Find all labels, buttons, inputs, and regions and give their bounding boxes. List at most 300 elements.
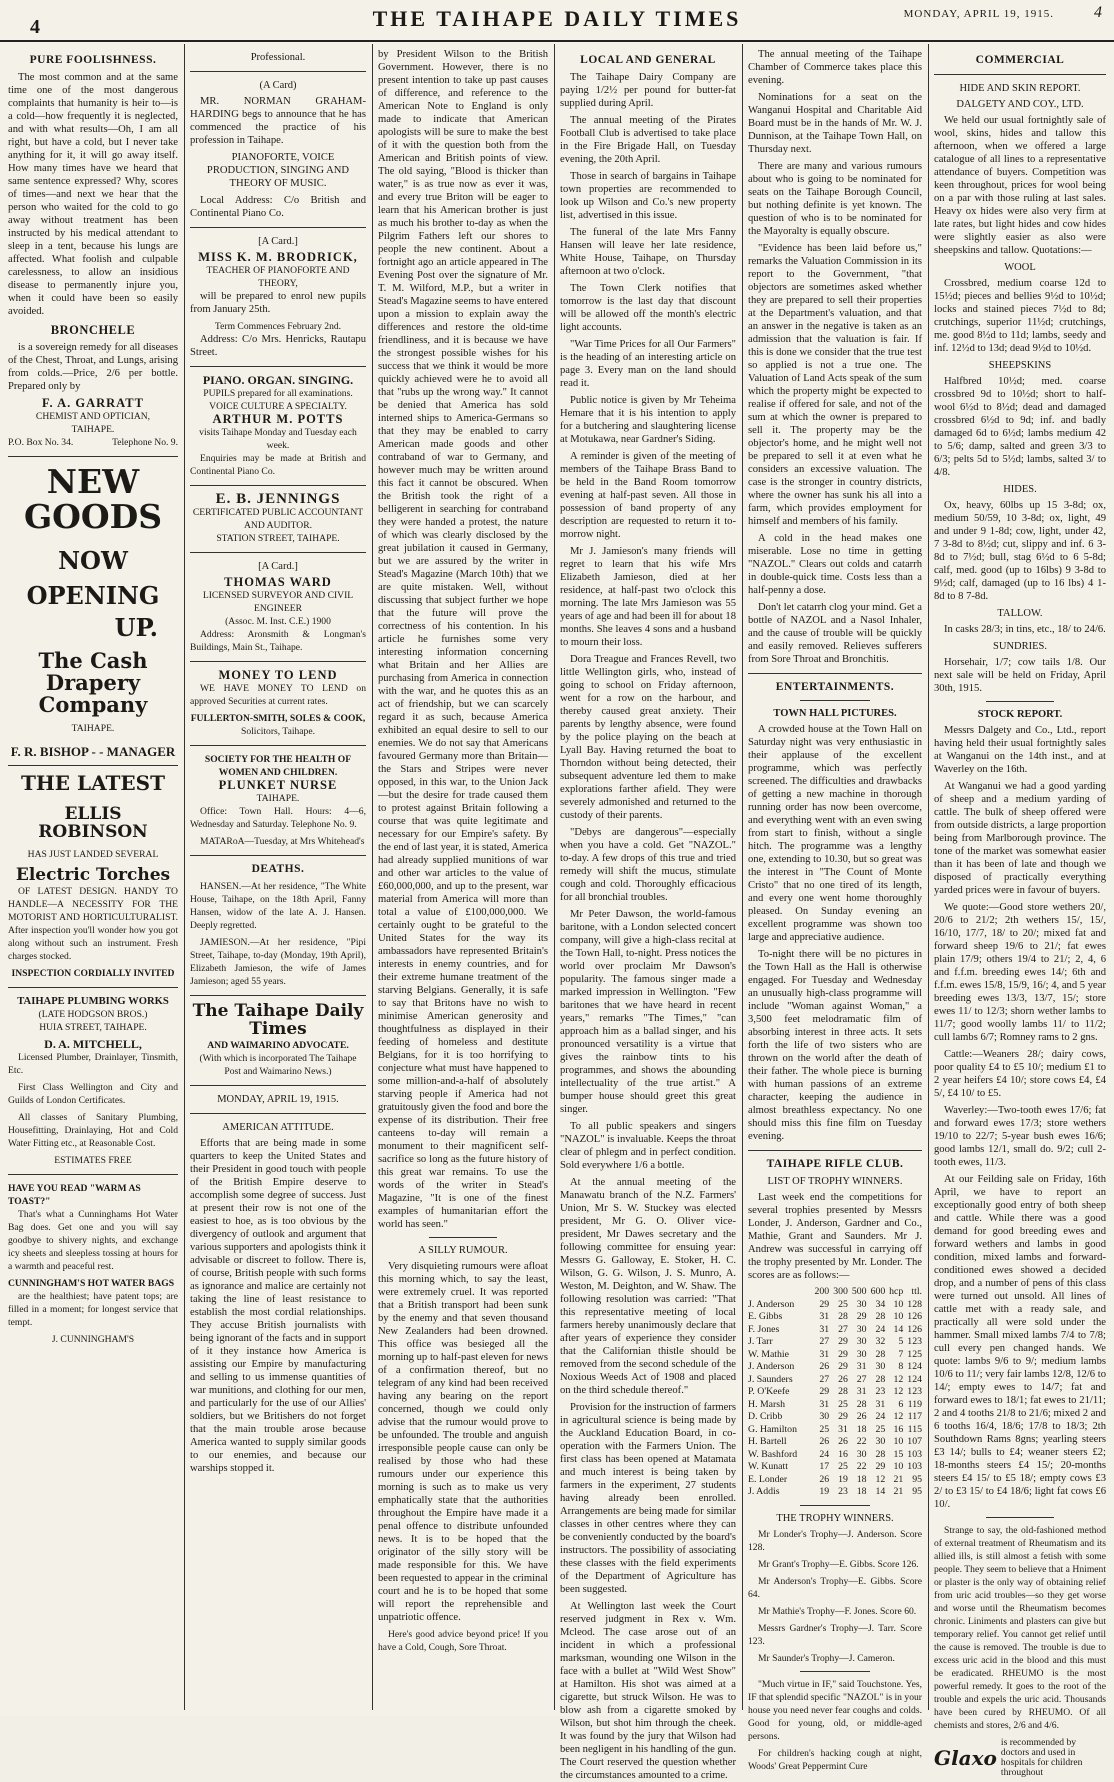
score-cell: 103 [907, 1461, 922, 1472]
table-row [748, 1424, 922, 1437]
new-goods-headline: NEW GOODS [23, 462, 163, 536]
divider [190, 552, 366, 553]
sundries-text: Horsehair, 1/7; cow tails 1/8. Our next sale will be held on Friday, April 30th, 1915. [934, 657, 1106, 694]
score-cell: 27 [856, 1373, 867, 1385]
score-cell: 31 [856, 1386, 867, 1397]
score-cell: P. O'Keefe [748, 1386, 790, 1397]
stock-paragraph: Cattle:—Weaners 28/; dairy cows, poor quality £4 to £5 10/; medium £1 to 2 year heifers £4 10/; store cows £4, £4 5/, £4 10/ to £5. [934, 1049, 1106, 1099]
table-row [748, 1474, 922, 1487]
score-header-cell: ttl. [911, 1286, 922, 1297]
score-cell: 117 [907, 1411, 922, 1422]
score-cell: 29 [875, 1461, 886, 1472]
local-news-item: "War Time Prices for all Our Farmers" is the heading of an interesting article on page 3. Every man on the land should read it. [560, 339, 736, 389]
ward-label: [A Card.] [258, 561, 298, 572]
score-cell: W. Kunatt [748, 1461, 788, 1472]
score-cell: 19 [819, 1486, 830, 1497]
score-cell: E. Gibbs [748, 1311, 783, 1322]
score-cell: 6 [898, 1398, 904, 1410]
stock-paragraph: We quote:—Good store wethers 20/, 20/6 to 21/2; 2th wethers 15/, 15/, 16/10, 17/7, 18/ to 20/; mixed fat and forward sheep 19/6 to 21/; fat ewes plain 17/9; others 19/4 to 21/; 2, 4, 6 and f.f.m. breeding ewes 14/; 6th and f.f.m. ewes 15/8, 15/9, 16/; 4, and 5 year breeding ewes 13/3, 13/7, 15/; store ewes 11/ to 12/3; shorn wether lambs to 11/7; good woolly lambs 11/ to 11/2; cull lambs 6/7; Romney rams to 2 gns. [934, 902, 1106, 1043]
column-rule [742, 44, 743, 1710]
divider [190, 366, 366, 367]
editorial-heading: AMERICAN ATTITUDE. [222, 1121, 334, 1133]
score-cell: 30 [856, 1298, 867, 1310]
score-cell: 29 [838, 1361, 848, 1372]
tallow-text: In casks 28/3; in tins, etc., 18/ to 24/6. [944, 624, 1106, 635]
plumbing-street: HUIA STREET, TAIHAPE. [39, 1021, 147, 1033]
rumour-heading: A SILLY RUMOUR. [418, 1245, 508, 1256]
potts-subjects: PIANO. ORGAN. SINGING. [202, 373, 354, 387]
winner-item: Mr Saunder's Trophy—J. Cameron. [758, 1652, 895, 1664]
score-cell: 31 [819, 1311, 830, 1322]
divider [429, 1237, 497, 1238]
potts-exams: PUPILS prepared for all examinations. [203, 388, 353, 399]
score-cell: 12 [875, 1473, 886, 1485]
cold-advice: Here's good advice beyond price! If you have a Cold, Cough, Sore Throat. [378, 1629, 548, 1653]
professional-heading: Professional. [250, 52, 306, 63]
local-news-item: Mr J. Jamieson's many friends will regret to learn that his wife Mrs Elizabeth Jamieson, died at her residence, at half-past two o'clock this morning. The late Mrs Jamieson was 55 years of age and had been ill for about 18 months. She leaves 4 sons and a husband to mourn their loss. [560, 546, 736, 648]
foolishness-text: The most common and at the same time one of the most dangerous complaints that humanity is heir to—is a cold—how frequently it is neglected, and with what results—Oh, I am all right, but have a cold, but I never take anything for it, it will go away itself. How many times have we heard that same sentence expressed? Why, scores of times—and next we hear that the person who waited for the cold to go away without treatment has been instructed by his medical attendant to sleep in a tent, because his lungs are affected. What foolish and culpable carelessness, to allow an insidious disease to permanently injure you, when it could have been so easily avoided. [8, 72, 178, 317]
score-cell: 128 [907, 1298, 922, 1310]
score-cell: 119 [907, 1398, 922, 1410]
score-cell: 19 [838, 1473, 848, 1485]
stock-paragraph: At Wanganui we had a good yarding of sheep and a medium yarding of cattle. The bulk of sheep offered were from outside districts, a large proportion being from Marlborough province. The tone of the market was somewhat easier than it has been of late and though we disposed of practically everything yarded prices were in favour of buyers. [934, 781, 1106, 896]
newspaper-title: THE TAIHAPE DAILY TIMES [372, 6, 742, 31]
score-cell: 14 [893, 1323, 904, 1335]
winner-item: Mr Grant's Trophy—E. Gibbs. Score 126. [758, 1558, 919, 1570]
score-cell: 15 [893, 1448, 904, 1460]
score-cell: J. Tarr [748, 1336, 773, 1347]
opening-headline: OPENING [26, 581, 160, 611]
deaths-heading: DEATHS. [251, 863, 305, 875]
money-text: WE HAVE MONEY TO LEND on approved Securities at current rates. [190, 683, 366, 707]
table-row [748, 1386, 922, 1399]
winner-item: Messrs Gardner's Trophy—J. Tarr. Score 123. [748, 1622, 922, 1647]
local-news-item: At the annual meeting of the Manawatu branch of the N.Z. Farmers' Union, Mr S. W. Stuckey was elected president, Mr G. O. Oliver vice-president, Mr Dawes secretary and the following committee for ensuing year: Messrs G. Galloway, E. Stoker, H. C. Wilson, G. G. Wilson, J. S. Munro, A. Weston, M. Deighton, and W. Shaw. The following resolution was carried: "That this representative meeting of local farmers hereby unanimously declare that after years of experience they consider that the Californian thistle should be removed from the second schedule of the Noxious Weeds Act of 1908 and placed on the third schedule thereof." [560, 1177, 736, 1396]
score-cell: J. Anderson [748, 1298, 795, 1310]
bronchele-text: is a sovereign remedy for all diseases of the Chest, Throat, and Lungs, arising from colds.—Price, 2/6 per bottle. Prepared only by [8, 342, 178, 392]
card2-term: Term Commences February 2nd. [214, 321, 342, 332]
score-cell: J. Anderson [748, 1361, 795, 1372]
paper-title: The Taihape Daily Times [192, 1001, 364, 1039]
scores-body [748, 1299, 922, 1499]
up-headline: UP. [114, 612, 158, 642]
divider [190, 1113, 366, 1114]
local-items [560, 71, 736, 1782]
column-3 [378, 48, 548, 1708]
score-cell: 23 [838, 1486, 848, 1497]
winner-item: Mr Mathie's Trophy—F. Jones. Score 60. [758, 1605, 917, 1617]
card2-role: TEACHER OF PIANOFORTE AND THEORY, [206, 265, 350, 289]
table-row [748, 1449, 922, 1462]
warm-heading: HAVE YOU READ "WARM AS TOAST?" [8, 1182, 141, 1207]
score-cell: 30 [856, 1448, 867, 1460]
score-cell: 21 [893, 1486, 904, 1497]
divider [190, 485, 366, 486]
score-cell: 21 [893, 1473, 904, 1485]
ward-address: Address: Aronsmith & Longman's Buildings, Main St., Taihape. [190, 629, 366, 653]
warm-text: That's what a Cunninghams Hot Water Bag does. Get one and you will say goodbye to shivery nights, and exchange icy sheets and sleepless tossing at hours for a warmth and peaceful rest. [8, 1208, 178, 1272]
score-cell: 30 [856, 1348, 867, 1360]
table-row [748, 1349, 922, 1362]
score-cell: 115 [907, 1423, 922, 1435]
score-cell: 31 [875, 1398, 886, 1410]
tonight-text: To-night there will be no pictures in the Town Hall as the Hall is otherwise engaged. For Tuesday and Wednesday an unusually high-class programme will include "Woman against Woman," a 3,500 feet melodramatic film of absorbing interest in three acts. It sets forth the life of two sisters who are thrown on the world after the death of their father. The whole piece is burning with human passions of an extreme character, keeping the audience in almost breathless expectancy. No one should miss this fine film on Tuesday evening. [748, 949, 922, 1142]
hides-text: Ox, heavy, 60lbs up 15 3-8d; ox, medium 50/59, 10 3-8d; ox, light, 49 and under 9 1-8d; cow, light, under 42, 7 3-8d to 8½d; cut, slippy and inf. 6 3-8d to 7½d; bull, stag 6½d to 6 5-8d; calf, med. good (up to 16lbs) 9 3-8d to 9½d; calf, damaged (up to 16 lbs) 4 1-8d to 8 7-8d. [934, 500, 1106, 602]
score-cell: 16 [893, 1423, 904, 1435]
score-cell: 95 [912, 1473, 922, 1485]
rifle-subheading: LIST OF TROPHY WINNERS. [767, 1176, 903, 1187]
table-row [748, 1411, 922, 1424]
touchstone-text: "Much virtue in IF," said Touchstone. Yes, IF that splendid specific "NAZOL" is in your house you need never fear coughs and colds. Good for young, old, or middle-aged persons. [748, 1678, 922, 1742]
sundries-heading: SUNDRIES. [993, 641, 1047, 652]
score-cell: 31 [819, 1398, 830, 1410]
townhall-heading: TOWN HALL PICTURES. [773, 708, 897, 719]
table-row [748, 1461, 922, 1474]
score-cell: 18 [856, 1423, 867, 1435]
score-cell: 10 [893, 1436, 904, 1447]
score-cell: 29 [838, 1411, 848, 1422]
score-cell: 30 [875, 1361, 886, 1372]
local-news-item: The funeral of the late Mrs Fanny Hansen will leave her late residence, White House, Taihape, on Thursday afternoon at two o'clock. [560, 227, 736, 277]
score-cell: D. Cribb [748, 1411, 783, 1422]
local-news-item: Mr Peter Dawson, the world-famous baritone, with a London selected concert company, will give a high-class recital at the Town Hall, to-night. Press notices the world over proclaim Mr Dawson's popularity. The famous singer made a marked impression in Wellington. "Few baritones that we have heard in recent years," remarks "The Times," "can approach him as a ballad singer, and his pronounced versatility is a virtue that gives the rainbow tints to his programmes, and shows the abounding intellectuality of the true artist." A bumper house should greet this great singer. [560, 909, 736, 1115]
score-cell: 31 [819, 1323, 830, 1335]
card2-address: Address: C/o Mrs. Henricks, Rautapu Street. [190, 334, 366, 358]
score-cell: 10 [893, 1461, 904, 1472]
score-cell: 26 [819, 1361, 830, 1372]
plumbing-heading: TAIHAPE PLUMBING WORKS [17, 995, 169, 1007]
catarrh-text: Don't let catarrh clog your mind. Get a bottle of NAZOL and a Nasol Inhaler, and the cause of trouble will be quickly and easily removed. Relieves sufferers from Sore Throat and Bronchitis. [748, 602, 922, 665]
firm-role: Solicitors, Taihape. [240, 726, 316, 737]
local-news-item: The Town Clerk notifies that tomorrow is the last day that discount will be allowed off the month's electric light accounts. [560, 283, 736, 333]
score-cell: 24 [875, 1411, 886, 1422]
winners-heading: THE TROPHY WINNERS. [776, 1512, 894, 1524]
ellis-robinson: ELLIS ROBINSON [38, 803, 148, 842]
stock-paragraph: Messrs Dalgety and Co., Ltd., report having held their usual fortnightly sales at Wanganui on the 14th inst., and at Waverley on the 16th. [934, 725, 1106, 775]
score-cell: 26 [856, 1411, 867, 1422]
card2-name: MISS K. M. BRODRICK, [198, 250, 358, 264]
local-news-item: "Debys are dangerous"—especially when you have a cold. Get "NAZOL." to-day. A few drops of this true and tried remedy will shift the mucus, stimulate cough and cold. Thoroughly efficacious for all bronchial troubles. [560, 827, 736, 903]
score-cell: 32 [875, 1336, 886, 1347]
cunningham-text: are the healthiest; have patent tops; are filled in a moment; for longest service that tempt. [8, 1290, 178, 1328]
torches-headline: Electric Torches [15, 864, 171, 885]
score-cell: 28 [875, 1373, 886, 1385]
score-cell: 30 [819, 1411, 830, 1422]
score-cell: 29 [856, 1311, 867, 1322]
score-cell: 25 [838, 1398, 848, 1410]
rifle-text: Last week end the competitions for several trophies presented by Messrs Londer, J. Anderson, Gardner and Co., Mathie, Grant and Saunders. Mr J. Andrew was successful in carrying off the trophy presented by Mr. Londer. The scores are as follows:— [748, 1192, 922, 1281]
column-rule [554, 44, 555, 1710]
divider [986, 701, 1055, 702]
divider [190, 995, 366, 996]
money-heading: MONEY TO LEND [218, 668, 338, 682]
score-cell: 124 [907, 1373, 922, 1385]
local-news-item: A reminder is given of the meeting of members of the Taihape Brass Band to be held in the Band Room tomorrow evening at half-past seven. All those in possession of band property of any description are requested to return it to-morrow night. [560, 451, 736, 540]
rumours-text: There are many and various rumours about who is going to be nominated for seats on the Taihape Borough Council, but nothing definite is yet known. The question of who is to be nominated for the Mayoralty is equally obscure. [748, 161, 922, 237]
firm-heading: DALGETY AND COY., LTD. [956, 99, 1084, 110]
score-cell: 126 [907, 1311, 922, 1322]
divider [190, 661, 366, 662]
column-4 [560, 48, 736, 1781]
divider [190, 745, 366, 746]
score-cell: 10 [893, 1311, 904, 1322]
divider [748, 673, 922, 674]
score-cell: 12 [893, 1373, 904, 1385]
inspection-line: INSPECTION CORDIALLY INVITED [11, 967, 175, 979]
sheepskins-heading: SHEEPSKINS [988, 360, 1052, 371]
hides-heading: HIDES. [1003, 484, 1037, 495]
ward-assoc: (Assoc. M. Inst. C.E.) 1900 [225, 616, 331, 627]
column-rule [372, 44, 373, 1710]
death-notice: JAMIESON.—At her residence, "Pipi Street, Taihape, to-day (Monday, 19th April), Elizabeth Jamieson, the wife of James Jamieson; aged 55 years. [190, 937, 366, 987]
company-town: TAIHAPE. [71, 722, 115, 734]
score-cell: 26 [838, 1373, 848, 1385]
commercial-intro: We held our usual fortnightly sale of wool, skins, hides and tallow this afternoon, when we offered a large catalogue of all lines to a representative attendance of buyers. Competition was keen throughout, prices for wool being on a par with those ruling at last sales. Heavy ox hides were also very firm at late rates, but light hides and cow hides were slightly easier as also were sheepskins and tallow. Quotations:— [934, 115, 1106, 256]
score-cell: J. Saunders [748, 1373, 793, 1385]
scores-header-row [748, 1286, 922, 1299]
score-cell: 5 [898, 1336, 904, 1347]
guild-text: First Class Wellington and City and Guilds of London Certificates. [8, 1081, 178, 1106]
winners-list [748, 1528, 922, 1665]
glaxo-ad [934, 1738, 1106, 1778]
score-cell: 22 [856, 1436, 867, 1447]
sheepskins-text: Halfbred 10½d; med. coarse crossbred 9d to 10½d; short to half-wool 6½d to 8½d; dead and damaged crossbred 6½d to 9d; inf. and badly damaged 6d to 6½d; lambs medium 42 to 5/6; damp, salted and green 3/3 to 6/3; pelts 5d to 5½d; lambs, salted 3/ to 4/8. [934, 376, 1106, 478]
divider [8, 987, 178, 988]
score-cell: 31 [819, 1348, 830, 1360]
score-cell: 25 [838, 1461, 848, 1472]
score-cell: 26 [819, 1436, 830, 1447]
local-news-item: The annual meeting of the Pirates Football Club is advertised to take place in the Fire Brigade Hall, on Tuesday evening, the 20th April. [560, 115, 736, 165]
chamber-text: The annual meeting of the Taihape Chamber of Commerce takes place this evening. [748, 49, 922, 86]
score-header-cell: 200 [814, 1286, 830, 1297]
score-header-cell: 500 [851, 1286, 867, 1297]
masthead-date: MONDAY, APRIL 19, 1915. [903, 8, 1054, 20]
score-cell: J. Addis [748, 1486, 780, 1497]
score-cell: 26 [819, 1473, 830, 1485]
stock-paragraphs [934, 724, 1106, 1511]
divider [8, 1174, 178, 1175]
score-cell: F. Jones [748, 1323, 780, 1335]
wool-text: Crossbred, medium coarse 12d to 15½d; pieces and bellies 9½d to 10½d; locks and stained pieces 7½d to 8d; crutchings, superior 11½d; crutchings, me. good 8½d to 11d; lambs, seedy and inf. 12½d to 13d; dead 9½d to 10½d. [934, 278, 1106, 354]
score-cell: 30 [856, 1336, 867, 1347]
score-cell: 8 [898, 1361, 904, 1372]
editorial-continued: by President Wilson to the British Government. However, there is no present intention to take up past causes of difference, and reference to the American Note to England is only made to indicate that American apologists will be sure to make the best of it with the question both from the American and British points of view. The old saying, "Blood is thicker than water," is as true now as ever it was, and every true Briton will be eager to learn that his American brother is just as much his brother to-day as when the Pilgrim Fathers left our shores to people the new continent. About a fortnight ago an article appeared in The Evening Post over the signature of Mr. T. M. Wilford, M.P., but a writer in Stead's Magazine seems to have entered upon a mission to explain away the differences and restore the old-time friendliness, and it is because we have the strongest possible wishes for his success that we think it would be more quickly achieved were he to avoid all that "rubs up the wrong way." It cannot be denied that America has sold interned ships to America-Germans so that they may be enabled to carry American made goods and other contraband of war to Germany, and however much may be written around this fact it cannot be obscured. When the British took the right of a belligerent in searching for contraband they were handed a protest, the nature of which was clearly disclosed by the great jubilation it caused in Germany, but we are assured by the writer in Stead's Magazine (March 10th) that we are quite mistaken. Well, without discussing that subject further we hope that the future will prove the correctness of his contention. In his article he furnishes some very interesting information concerning what Britain and her Allies are purchasing from America in connection with the war, and he quotes this as an act of friendship, but we can scarcely regard it as such, because America exhibited an equal desire to sell to our enemies. We do not say that Americans favoured Germany more than Britain—the Stars and Stripes were never opposed, in this war, to the Union Jack—but the desire for trade caused them to protest against Britain following a course that was quite legitimate and necessary for our Empire's safety. By the end of last year, it is stated, America had already supplied munitions of war and other war articles to the value of £60,000,000, and up to the present, war material from America will more than total a value of £100,000,000. We certainly ought to be grateful to the United States for the way its ambassadors have represented Britain's interests in enemy countries, and for their extreme humane treatment of the starving Belgians. Generally, it is safe to say that Britons have no wish to minimise American generosity and thoughtfulness as displayed in their feeding of homeless and destitute Belgians, for it is too horrifying to conjecture what must have happened to some million-and-a-half of absolutely starving people if America had not gratuitously given the food and bore the expense of its distribution. Their free canteens to-day will remain a monument to their magnificent self-sacrifice so long as the future history of this great war remains. To use the words of the writer in Stead's Magazine, "It is one of the finest examples of humanitarian effort the world has seen." [378, 49, 548, 1230]
divider [986, 1517, 1055, 1518]
score-cell: 123 [907, 1386, 922, 1397]
mitchell-name: D. A. MITCHELL, [44, 1036, 142, 1051]
table-row [748, 1399, 922, 1412]
score-cell: 28 [875, 1448, 886, 1460]
rifle-heading: TAIHAPE RIFLE CLUB. [766, 1158, 904, 1170]
issue-date: MONDAY, APRIL 19, 1915. [217, 1093, 339, 1105]
jennings-address: STATION STREET, TAIHAPE. [216, 533, 340, 544]
score-cell: 12 [893, 1411, 904, 1422]
score-cell: 18 [856, 1486, 867, 1497]
jennings-role: CERTIFICATED PUBLIC ACCOUNTANT AND AUDITOR. [192, 507, 364, 531]
divider [800, 1505, 870, 1506]
local-news-item: The Taihape Dairy Company are paying 1/2½ per pound for butter-fat supplied during April. [560, 72, 736, 109]
score-cell: 29 [838, 1348, 848, 1360]
score-cell: 103 [907, 1448, 922, 1460]
score-cell: 27 [819, 1336, 830, 1347]
score-cell: 29 [819, 1386, 830, 1397]
townhall-text: A crowded house at the Town Hall on Saturday night was very enthusiastic in their applause of the excellent programme, which was perfectly screened. The difficulties and drawbacks of getting a new machine in thorough running order has now been overcome, and everything went with an even swing from start to finish, without a single hitch. The programme was a lengthy one, extending to 10.30, but so great was the interest in "The Count of Monte Cristo" that no one tired of its length, and every one went home thoroughly pleased. On Sunday evening an excellent programme was shown too large and appreciative audience. [748, 724, 922, 943]
divider [8, 456, 178, 457]
column-rule [184, 44, 185, 1710]
score-cell: 26 [838, 1436, 848, 1447]
score-cell: 29 [819, 1298, 830, 1310]
table-row [748, 1311, 922, 1324]
jennings-name: E. B. JENNINGS [215, 491, 341, 507]
score-cell: 28 [856, 1398, 867, 1410]
score-cell: 24 [819, 1448, 830, 1460]
card2-text: will be prepared to enrol new pupils from January 25th. [190, 291, 366, 315]
card2-label: [A Card.] [258, 236, 298, 247]
column-rule [928, 44, 929, 1710]
ward-name: THOMAS WARD [224, 575, 332, 589]
nurse-town: TAIHAPE. [256, 793, 300, 804]
score-cell: 16 [838, 1448, 848, 1460]
table-row [748, 1336, 922, 1349]
score-cell: 23 [875, 1386, 886, 1397]
score-cell: W. Mathie [748, 1348, 789, 1360]
score-cell: 18 [856, 1473, 867, 1485]
glaxo-note: is recommended by doctors and used in hospitals for children throughout [1000, 1737, 1083, 1778]
local-news-item: Provision for the instruction of farmers in agricultural science is being made by the Auckland Education Board, in co-operation with the Farmers Union. The first class has been opened at Matamata and much interest is being taken by farmers in the experiment, 27 students having already been enrolled. Arrangements are being made for similar classes in other centres where they can be conveniently conducted by the board's instructors. The possibility of associating these classes with the field experiments of the Department of Agriculture has been suggested. [560, 1402, 736, 1595]
score-cell: 14 [875, 1486, 886, 1497]
cunningham-heading: CUNNINGHAM'S HOT WATER BAGS [8, 1277, 175, 1289]
manager-line: F. R. BISHOP - - MANAGER [10, 743, 176, 759]
table-row [748, 1324, 922, 1337]
local-news-item: Public notice is given by Mr Teheima Hemare that it is his intention to apply for a butchering and slaughtering license at Motukawa, near Gardner's Siding. [560, 395, 736, 445]
score-cell: 29 [838, 1336, 848, 1347]
score-cell: 17 [819, 1461, 830, 1472]
score-cell: 25 [819, 1423, 830, 1435]
score-cell: 30 [875, 1436, 886, 1447]
score-cell: 95 [912, 1486, 922, 1497]
card1-services: PIANOFORTE, VOICE PRODUCTION, SINGING AND THEORY OF MUSIC. [206, 152, 350, 189]
card1-label: (A Card) [259, 80, 297, 91]
score-cell: 28 [838, 1311, 848, 1322]
rheumatism-text: Strange to say, the old-fashioned method of external treatment of Rheumatism and its allied ills, is still almost a fetish with some people. They seem to believe that a Hniment or plaster is the only way of obtaining relief from uric acid troubles—so they get worse and worse until the Rheumatism becomes chronic. Liniments and plasters can give but temporary relief. You cannot get relief until the cause is removed. The trouble is due to excess uric acid in the blood and this must be eradicated. RHEUMO is the most powerful remedy. It goes to the root of the trouble and expels the uric acid. Thousands have been cured by RHEUMO. Of all chemists and stores, 2/6 and 4/6. [934, 1525, 1106, 1731]
score-cell: 27 [838, 1323, 848, 1335]
table-row [748, 1486, 922, 1499]
death-notice: HANSEN.—At her residence, "The White House, Taihape, on the 18th April, Fanny Hansen, widow of the late A. J. Hansen. Deeply regretted. [190, 881, 366, 931]
divider [190, 71, 366, 72]
stock-heading: STOCK REPORT. [977, 709, 1063, 720]
score-cell: 25 [875, 1423, 886, 1435]
stock-paragraph: At our Feilding sale on Friday, 16th April, we have to report an exceptionally good entry of both sheep and cattle. While there was a good demand for good breeding ewes and forward wethers and lambs in good condition, mixed lambs and forward-conditioned ewes showed a decided drop, and a number of pens of this class were turned out unsold. All lines of cattle met with a ready sale, and practically all were sold under the hammer. Small mixed lambs 7/4 to 7/8; cull every pen changed hands. We quote: lambs 9/6 to 9/; medium lambs 10/6 to 11/; very fair lambs 12/8, 12/6 to 14/; empty ewes to 14/7; fat and forward ewes to 18/1; fat ewes to 21/11; 2 and 4 tooths 21/8 to 21/6; mixed 2 and 6 tooths 16/4, 18/6; 17/8 to 18/3; 2th Southdown Rams 8gns; yearling steers £3 14/; bulls to £4; weaner steers £2; 18-months steers £4 15/; 20-months steers £4 15/ to £5 18/; empty cows £3 2/ to £3 15/ to £4 18/6; light fat cows £6 10/. [934, 1174, 1106, 1510]
glaxo-logo: Glaxo [934, 1745, 997, 1770]
score-cell: W. Bashford [748, 1448, 798, 1460]
winner-item: Mr Londer's Trophy—J. Anderson. Score 128. [748, 1528, 922, 1553]
score-cell: G. Hamilton [748, 1423, 797, 1435]
score-cell: H. Bartell [748, 1436, 787, 1447]
plumbing-late: (LATE HODGSON BROS.) [38, 1008, 148, 1020]
score-cell: 28 [875, 1348, 886, 1360]
score-cell: 107 [907, 1436, 922, 1447]
score-cell: 10 [893, 1298, 904, 1310]
paper-note: (With which is incorporated The Taihape Post and Waimarino News.) [199, 1052, 357, 1077]
score-cell: 31 [856, 1361, 867, 1372]
winner-item: Mr Anderson's Trophy—E. Gibbs. Score 64. [748, 1575, 922, 1600]
score-cell: 126 [907, 1323, 922, 1335]
column-6 [934, 48, 1106, 1778]
score-cell: H. Marsh [748, 1398, 786, 1410]
entertainments-heading: ENTERTAINMENTS. [775, 681, 895, 693]
local-news-item: Those in search of bargains in Taihape town properties are recommended to look up Wilson and Co.'s new property list, advertised in this issue. [560, 171, 736, 221]
nurse-office: Office: Town Hall. Hours: 4—6, Wednesday and Saturday. Telephone No. 9. [190, 806, 366, 830]
divider [190, 1085, 366, 1086]
score-header-cell: 300 [833, 1286, 848, 1297]
peppermint-text: For children's hacking cough at night, Woods' Great Peppermint Cure [748, 1747, 922, 1772]
latest-headline: THE LATEST [21, 770, 165, 795]
score-cell: 34 [875, 1298, 886, 1310]
nurse-matron: MATARoA—Tuesday, at Mrs Whitehead's [200, 836, 365, 847]
score-cell: 27 [819, 1373, 830, 1385]
local-news-item: Dora Treague and Frances Revell, two little Wellington girls, who, instead of going to school on Friday afternoon, went for a row on the harbour, and thereby caused great anxiety. Their parents by lengthy absence, were found by the police playing on the beach at Lyall Bay. Having returned the boat to Thorndon without being detected, their subsequent adventure led them to make explorations farther afield. They were severely admonished and returned to the custody of their parents. [560, 654, 736, 821]
hide-report-heading: HIDE AND SKIN REPORT. [959, 83, 1081, 94]
column-5 [748, 48, 922, 1772]
potts-enquiries: Enquiries may be made at British and Continental Piano Co. [190, 453, 366, 477]
foolishness-heading: PURE FOOLISHNESS. [29, 54, 157, 66]
stock-paragraph: Waverley:—Two-tooth ewes 17/6; fat and forward ewes 17/3; store wethers 19/10 to 22/7; 5-year bush ewes 16/6; good lambs 12/1, small do. 9/2; cull 2-tooth ewes, 11/3. [934, 1105, 1106, 1168]
cold-text: A cold in the head makes one miserable. Lose no time in getting "NAZOL." Clears out colds and catarrh in double-quick time. Costs less than a half-penny a dose. [748, 533, 922, 596]
sanitary-text: All classes of Sanitary Plumbing, Housefitting, Drainlaying, Hot and Cold Water Fitting etc., at Reasonable Cost. [8, 1111, 178, 1149]
table-row [748, 1361, 922, 1374]
now-headline: NOW [58, 546, 128, 576]
score-cell: 30 [856, 1323, 867, 1335]
column-2 [190, 48, 366, 1708]
paper-subtitle: AND WAIMARINO ADVOCATE. [207, 1039, 349, 1051]
rumour-text: Very disquieting rumours were afloat this morning which, to say the least, were extremely cruel. It was reported that a British transport had been sunk by the enemy and that seven thousand New Zealanders had been drowned. This office was besieged all the morning up to half-past eleven for news of a confirmation thereof, but no telegram of any kind had been received having any bearing on the report concerned, though we could only advise that the rumour would prove to be unfounded. The trouble and anguish irresponsible people cause can only be realised by those who had these rumours under our experience this morning is such as to make us very emphatically state that the authorities throughout the Empire have made it a penal offence to distribute unfounded news. It is to be hoped that the originator of the silly story will be made responsible for this. We have been requested to appear in the criminal court and he is to be hoped that some will report the reprehensible and unpatriotic offence. [378, 1261, 548, 1623]
potts-voice: VOICE CULTURE A SPECIALTY. [209, 401, 347, 412]
score-cell: 123 [907, 1336, 922, 1347]
table-row [748, 1374, 922, 1387]
cunningham-footer: J. CUNNINGHAM'S [51, 1333, 135, 1345]
divider [8, 765, 178, 766]
chemist-town: TAIHAPE. [71, 424, 115, 435]
score-cell: 7 [898, 1348, 904, 1360]
score-header-cell: hcp [889, 1286, 904, 1297]
bronchele-heading: BRONCHELE [50, 323, 136, 337]
score-cell: 22 [856, 1461, 867, 1472]
commercial-heading: COMMERCIAL [975, 54, 1065, 66]
score-cell: 25 [838, 1298, 848, 1310]
nominations-text: Nominations for a seat on the Wanganui Hospital and Charitable Aid Board must be in the hands of Mr. W. J. Dunnison, at the Taihape Town Hall, on Thursday next. [748, 92, 922, 155]
local-news-item: To all public speakers and singers "NAZOL" is invaluable. Keeps the throat clear of phlegm and in perfect condition. Sold everywhere 1/6 a bottle. [560, 1121, 736, 1171]
ward-role: LICENSED SURVEYOR AND CIVIL ENGINEER [202, 590, 354, 614]
firm-name: FULLERTON-SMITH, SOLES & COOK, [190, 713, 366, 724]
torches-text: OF LATEST DESIGN. HANDY TO HANDLE—A NECESSITY FOR THE MOTORIST AND HORTICULTURALIST. After inspection you'll wonder how you got along without such an instrument. Fresh charges stocked. [8, 885, 178, 962]
table-row [748, 1436, 922, 1449]
chemist-role: CHEMIST AND OPTICIAN, [35, 411, 151, 422]
score-cell: E. Londer [748, 1473, 788, 1485]
divider [748, 1150, 922, 1151]
card1-text: MR. NORMAN GRAHAM-HARDING begs to announce that he has commenced the practice of his profession in Taihape. [190, 96, 366, 146]
score-header-cell: 600 [870, 1286, 886, 1297]
page-number: 4 [30, 16, 40, 38]
local-news-item: At Wellington last week the Court reserved judgment in Rex v. Wm. Mcleod. The case arose out of an incident in which a professional marksman, wounding one Wilson in the face with a bullet at "Wild West Show" at Hamilton. His shot was aimed at a cigarette, but struck Wilson. He was to blow ash from a cigarette smoked by Wilson, but shot him through the cheek. It was found by the jury that Wilson had been negligent in his handling of the gun. The Court reserved the question whether the circumstances amounted to a crime. [560, 1601, 736, 1781]
tallow-heading: TALLOW. [997, 608, 1043, 619]
divider [190, 227, 366, 228]
chemist-contact [8, 436, 178, 449]
estimates-line: ESTIMATES FREE [54, 1154, 132, 1166]
divider [800, 700, 870, 701]
score-cell: 12 [893, 1386, 904, 1397]
score-cell: 28 [875, 1311, 886, 1322]
score-cell: 28 [838, 1386, 848, 1397]
